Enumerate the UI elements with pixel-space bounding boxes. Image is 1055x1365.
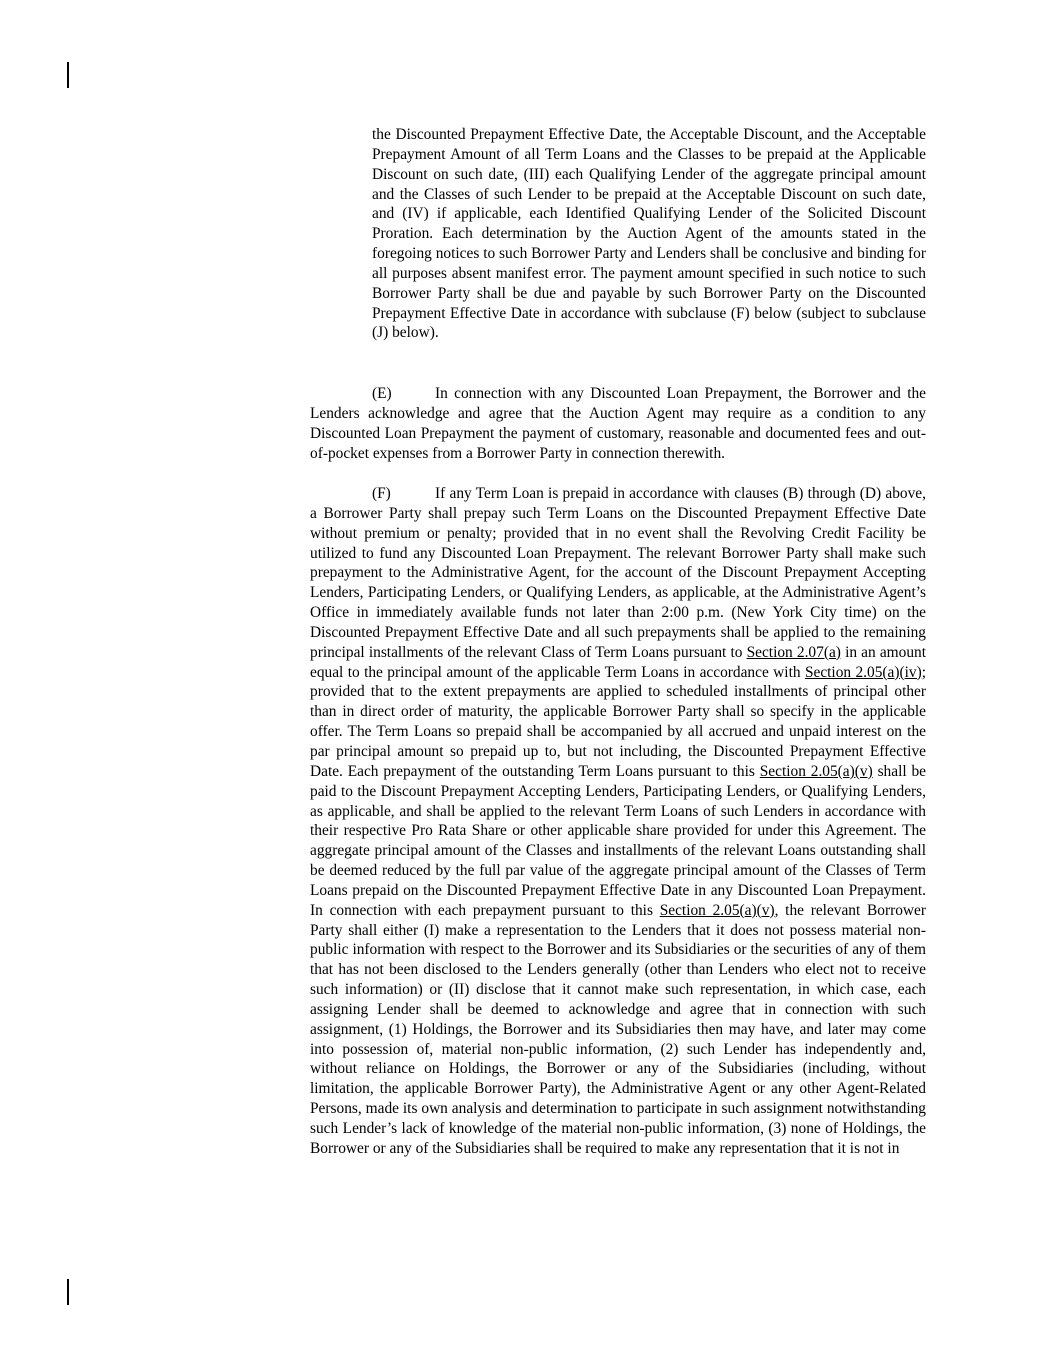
revision-bar-top	[67, 62, 69, 88]
paragraph-f	[310, 484, 926, 1159]
revision-bar-bottom	[67, 1279, 69, 1305]
paragraph-f-text-1: If any Term Loan is prepaid in accordance with clauses (B) through (D) above, a Borrower Party shall prepay such Term Loans on the Discounted Prepayment Effective Date without premium or penalty; provided that in no event shall the Revolving Credit Facility be utilized to fund any Discounted Loan Prepayment. The relevant Borrower Party shall make such prepayment to the Administrative Agent, for the account of the Discount Prepayment Accepting Lenders, Participating Lenders, or Qualifying Lenders, as applicable, at the Administrative Agent’s Office in immediately available funds not later than 2:00 p.m. (New York City time) on the Discounted Prepayment Effective Date and all such prepayments shall be applied to the remaining principal installments of the relevant Class of Term Loans pursuant to	[310, 485, 926, 661]
paragraph-d-continuation: the Discounted Prepayment Effective Date, the Acceptable Discount, and the Acceptable Prepayment Amount of all Term Loans and the Classes to be prepaid at the Applicable Discount on such date, (III) each Qualifying Lender of the aggregate principal amount and the Classes of such Lender to be prepaid at the Acceptable Discount on such date, and (IV) if applicable, each Identified Qualifying Lender of the Solicited Discount Proration. Each determination by the Auction Agent of the amounts stated in the foregoing notices to such Borrower Party and Lenders shall be conclusive and binding for all purposes absent manifest error. The payment amount specified in such notice to such Borrower Party shall be due and payable by such Borrower Party on the Discounted Prepayment Effective Date in accordance with subclause (F) below (subject to subclause (J) below).	[372, 126, 926, 342]
paragraph-f-label: (F)	[372, 485, 391, 502]
paragraph-e-text: In connection with any Discounted Loan Prepayment, the Borrower and the Lenders acknowledge and agree that the Auction Agent may require as a condition to any Discounted Loan Prepayment the payment of customary, reasonable and documented fees and out-of-pocket expenses from a Borrower Party in connection therewith.	[310, 385, 926, 462]
section-ref-2-07-a: Section 2.07(a)	[746, 643, 841, 661]
section-ref-2-05-a-v-second: Section 2.05(a)(v)	[659, 901, 775, 919]
paragraph-f-text-2: in an amount equal to the principal amount of the applicable Term Loans in accordance with	[310, 643, 927, 681]
section-ref-2-05-a-iv: Section 2.05(a)(iv)	[804, 663, 922, 681]
paragraph-f-text-4: shall be paid to the Discount Prepayment Accepting Lenders, Participating Lenders, or Qualifying Lenders, as applicable, and shall be applied to the relevant Term Loans of such Lenders in accordance with their respective Pro Rata Share or other applicable share provided for under this Agreement. The aggregate principal amount of the Classes and installments of the relevant Loans outstanding shall be deemed reduced by the full par value of the aggregate principal amount of the Classes of Term Loans prepaid on the Discounted Prepayment Effective Date in any Discounted Loan Prepayment. In connection with each prepayment pursuant to this	[310, 762, 926, 919]
paragraph-e	[310, 384, 926, 463]
paragraph-f-text-5: , the relevant Borrower Party shall either (I) make a representation to the Lenders that it does not possess material non-public information with respect to the Borrower and its Subsidiaries or the securities of any of them that has not been disclosed to the Lenders generally (other than Lenders who elect not to receive such information) or (II) disclose that it cannot make such representation, in which case, each assigning Lender shall be deemed to acknowledge and agree that in connection with such assignment, (1) Holdings, the Borrower and its Subsidiaries then may have, and later may come into possession of, material non-public information, (2) such Lender has independently and, without reliance on Holdings, the Borrower or any of the Subsidiaries (including, without limitation, the applicable Borrower Party), the Administrative Agent or any other Agent-Related Persons, made its own analysis and determination to participate in such assignment notwithstanding such Lender’s lack of knowledge of the material non-public information, (3) none of Holdings, the Borrower or any of the Subsidiaries shall be required to make any representation that it is not in	[310, 901, 926, 1157]
section-ref-2-05-a-v-first: Section 2.05(a)(v)	[759, 762, 873, 780]
paragraph-e-label: (E)	[372, 385, 392, 402]
paragraph-f-text-3: ; provided that to the extent prepayments are applied to scheduled installments of principal other than in direct order of maturity, the applicable Borrower Party shall so specify in the applicable offer. The Term Loans so prepaid shall be accompanied by all accrued and unpaid interest on the par principal amount so prepaid up to, but not including, the Discounted Prepayment Effective Date. Each prepayment of the outstanding Term Loans pursuant to this	[310, 663, 927, 780]
